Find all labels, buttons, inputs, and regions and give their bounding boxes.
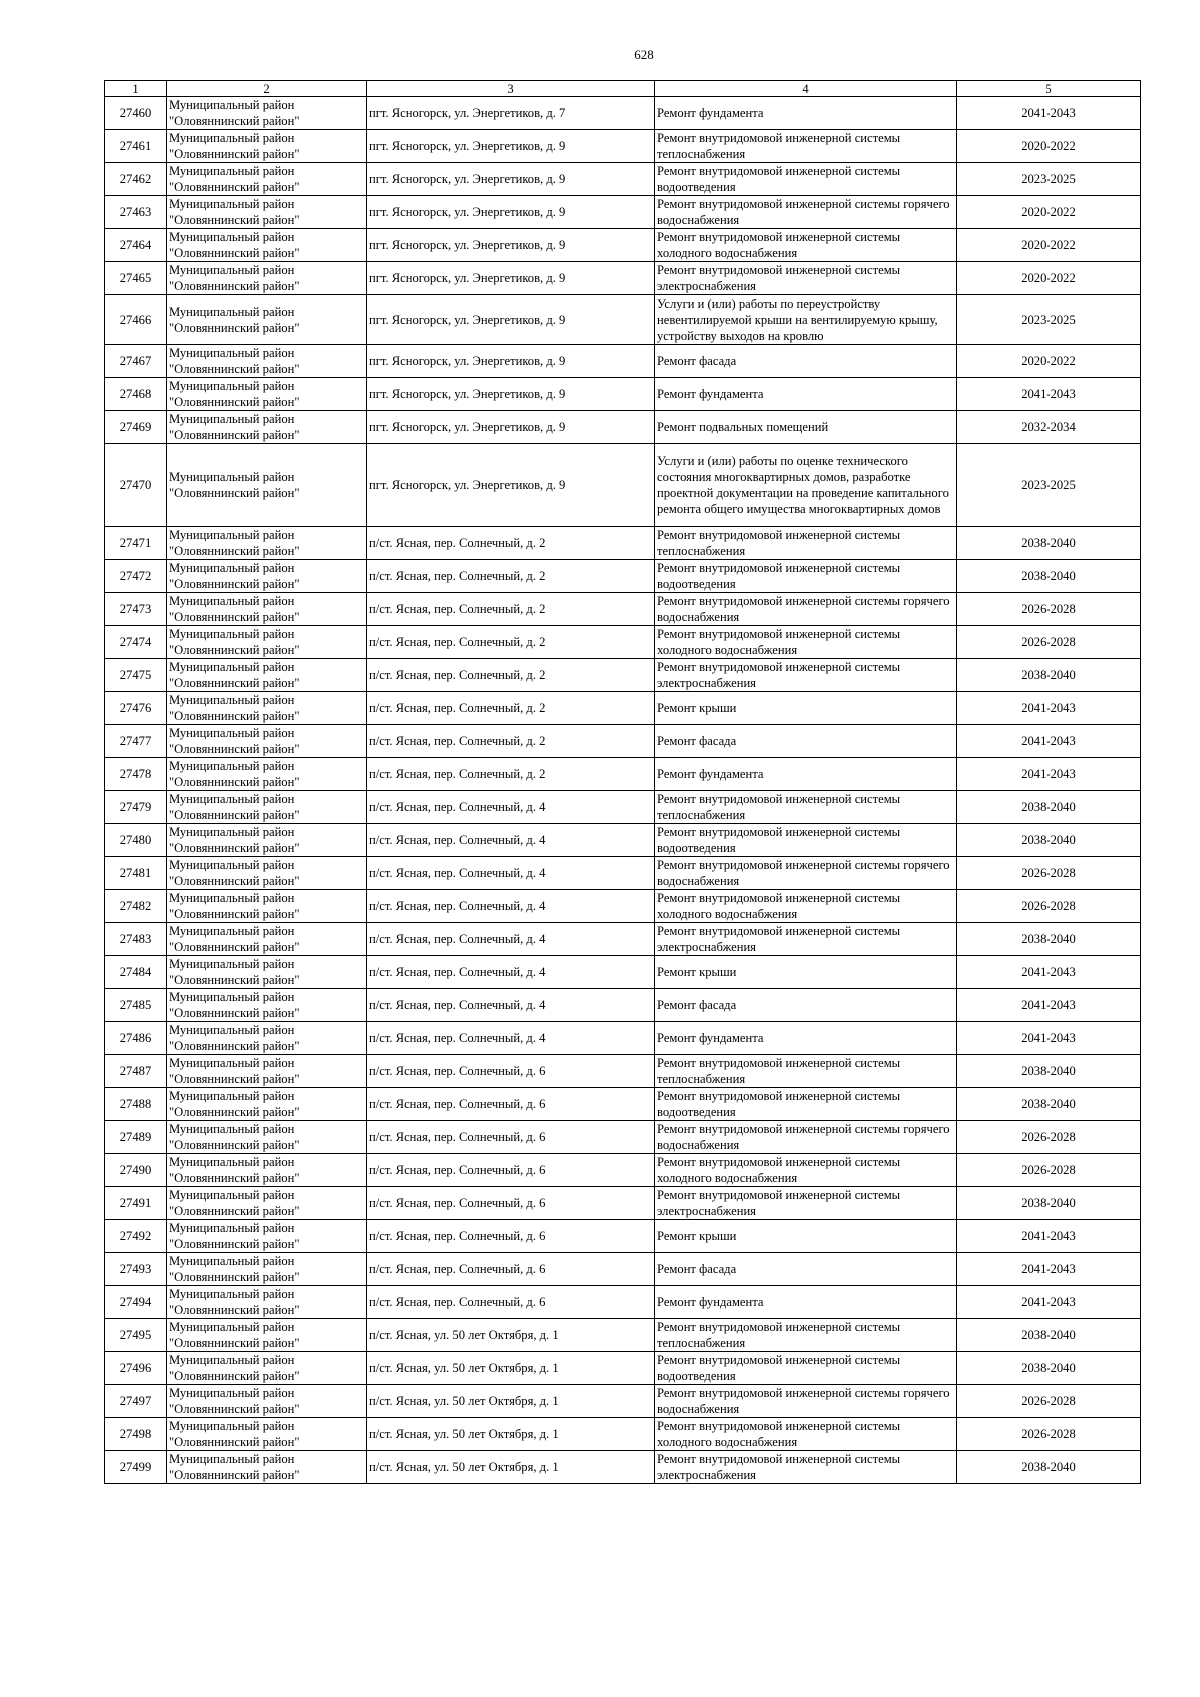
address-cell: п/ст. Ясная, пер. Солнечный, д. 2	[367, 725, 655, 758]
years-cell: 2041-2043	[957, 97, 1141, 130]
years-cell: 2038-2040	[957, 1055, 1141, 1088]
table-row	[105, 923, 1141, 956]
table-row	[105, 163, 1141, 196]
table-row	[105, 956, 1141, 989]
row-number: 27493	[105, 1253, 167, 1286]
row-number: 27473	[105, 593, 167, 626]
work-type-cell: Ремонт внутридомовой инженерной системы электроснабжения	[655, 1451, 957, 1484]
municipality-cell: Муниципальный район "Оловяннинский район"	[167, 444, 367, 527]
table-row	[105, 758, 1141, 791]
header-col-4: 4	[655, 81, 957, 97]
years-cell: 2038-2040	[957, 527, 1141, 560]
municipality-cell: Муниципальный район "Оловяннинский район"	[167, 295, 367, 345]
address-cell: п/ст. Ясная, пер. Солнечный, д. 6	[367, 1220, 655, 1253]
work-type-cell: Ремонт фундамента	[655, 758, 957, 791]
municipality-cell: Муниципальный район "Оловяннинский район"	[167, 890, 367, 923]
municipality-cell: Муниципальный район "Оловяннинский район"	[167, 1220, 367, 1253]
municipality-cell: Муниципальный район "Оловяннинский район"	[167, 97, 367, 130]
years-cell: 2026-2028	[957, 1154, 1141, 1187]
address-cell: пгт. Ясногорск, ул. Энергетиков, д. 9	[367, 130, 655, 163]
address-cell: п/ст. Ясная, пер. Солнечный, д. 6	[367, 1253, 655, 1286]
row-number: 27490	[105, 1154, 167, 1187]
work-type-cell: Ремонт внутридомовой инженерной системы теплоснабжения	[655, 527, 957, 560]
years-cell: 2026-2028	[957, 626, 1141, 659]
municipality-cell: Муниципальный район "Оловяннинский район"	[167, 1187, 367, 1220]
municipality-cell: Муниципальный район "Оловяннинский район"	[167, 1418, 367, 1451]
row-number: 27499	[105, 1451, 167, 1484]
years-cell: 2038-2040	[957, 824, 1141, 857]
work-type-cell: Ремонт фасада	[655, 345, 957, 378]
row-number: 27486	[105, 1022, 167, 1055]
row-number: 27483	[105, 923, 167, 956]
municipality-cell: Муниципальный район "Оловяннинский район"	[167, 1352, 367, 1385]
address-cell: п/ст. Ясная, ул. 50 лет Октября, д. 1	[367, 1385, 655, 1418]
years-cell: 2026-2028	[957, 857, 1141, 890]
address-cell: п/ст. Ясная, пер. Солнечный, д. 2	[367, 659, 655, 692]
address-cell: пгт. Ясногорск, ул. Энергетиков, д. 9	[367, 295, 655, 345]
years-cell: 2041-2043	[957, 378, 1141, 411]
years-cell: 2023-2025	[957, 295, 1141, 345]
work-type-cell: Ремонт фасада	[655, 989, 957, 1022]
row-number: 27472	[105, 560, 167, 593]
work-type-cell: Услуги и (или) работы по оценке технического состояния многоквартирных домов, разработке проектной документации на проведение капитального ремонта общего имущества многоквартирных домов	[655, 444, 957, 527]
municipality-cell: Муниципальный район "Оловяннинский район"	[167, 411, 367, 444]
years-cell: 2020-2022	[957, 130, 1141, 163]
work-type-cell: Ремонт фасада	[655, 1253, 957, 1286]
row-number: 27460	[105, 97, 167, 130]
municipality-cell: Муниципальный район "Оловяннинский район"	[167, 1088, 367, 1121]
municipality-cell: Муниципальный район "Оловяннинский район"	[167, 1319, 367, 1352]
row-number: 27463	[105, 196, 167, 229]
table-row	[105, 378, 1141, 411]
table-row	[105, 659, 1141, 692]
row-number: 27475	[105, 659, 167, 692]
municipality-cell: Муниципальный район "Оловяннинский район"	[167, 593, 367, 626]
work-type-cell: Ремонт подвальных помещений	[655, 411, 957, 444]
work-type-cell: Ремонт внутридомовой инженерной системы теплоснабжения	[655, 1055, 957, 1088]
row-number: 27462	[105, 163, 167, 196]
row-number: 27498	[105, 1418, 167, 1451]
table-row	[105, 1319, 1141, 1352]
municipality-cell: Муниципальный район "Оловяннинский район"	[167, 1286, 367, 1319]
address-cell: п/ст. Ясная, пер. Солнечный, д. 4	[367, 890, 655, 923]
years-cell: 2041-2043	[957, 1253, 1141, 1286]
table-row	[105, 527, 1141, 560]
years-cell: 2041-2043	[957, 989, 1141, 1022]
row-number: 27496	[105, 1352, 167, 1385]
years-cell: 2026-2028	[957, 890, 1141, 923]
row-number: 27466	[105, 295, 167, 345]
row-number: 27468	[105, 378, 167, 411]
table-row	[105, 1088, 1141, 1121]
row-number: 27467	[105, 345, 167, 378]
address-cell: п/ст. Ясная, пер. Солнечный, д. 2	[367, 593, 655, 626]
municipality-cell: Муниципальный район "Оловяннинский район"	[167, 758, 367, 791]
municipality-cell: Муниципальный район "Оловяннинский район"	[167, 1451, 367, 1484]
header-col-3: 3	[367, 81, 655, 97]
years-cell: 2026-2028	[957, 1385, 1141, 1418]
address-cell: пгт. Ясногорск, ул. Энергетиков, д. 9	[367, 196, 655, 229]
table-row	[105, 1352, 1141, 1385]
work-type-cell: Ремонт крыши	[655, 692, 957, 725]
years-cell: 2038-2040	[957, 1187, 1141, 1220]
table-row	[105, 97, 1141, 130]
years-cell: 2023-2025	[957, 444, 1141, 527]
municipality-cell: Муниципальный район "Оловяннинский район"	[167, 196, 367, 229]
address-cell: п/ст. Ясная, пер. Солнечный, д. 6	[367, 1088, 655, 1121]
municipality-cell: Муниципальный район "Оловяннинский район"	[167, 824, 367, 857]
address-cell: п/ст. Ясная, пер. Солнечный, д. 4	[367, 923, 655, 956]
table-row	[105, 1154, 1141, 1187]
table-row	[105, 1253, 1141, 1286]
table-row	[105, 411, 1141, 444]
header-col-5: 5	[957, 81, 1141, 97]
row-number: 27479	[105, 791, 167, 824]
header-col-2: 2	[167, 81, 367, 97]
municipality-cell: Муниципальный район "Оловяннинский район"	[167, 1385, 367, 1418]
work-type-cell: Ремонт внутридомовой инженерной системы электроснабжения	[655, 923, 957, 956]
row-number: 27461	[105, 130, 167, 163]
work-type-cell: Ремонт внутридомовой инженерной системы теплоснабжения	[655, 791, 957, 824]
table-row	[105, 1451, 1141, 1484]
work-type-cell: Ремонт внутридомовой инженерной системы холодного водоснабжения	[655, 229, 957, 262]
work-type-cell: Ремонт внутридомовой инженерной системы холодного водоснабжения	[655, 1418, 957, 1451]
years-cell: 2020-2022	[957, 262, 1141, 295]
address-cell: пгт. Ясногорск, ул. Энергетиков, д. 9	[367, 411, 655, 444]
years-cell: 2032-2034	[957, 411, 1141, 444]
work-type-cell: Ремонт внутридомовой инженерной системы горячего водоснабжения	[655, 1385, 957, 1418]
municipality-cell: Муниципальный район "Оловяннинский район"	[167, 163, 367, 196]
row-number: 27489	[105, 1121, 167, 1154]
years-cell: 2038-2040	[957, 1088, 1141, 1121]
work-type-cell: Ремонт внутридомовой инженерной системы холодного водоснабжения	[655, 1154, 957, 1187]
work-type-cell: Ремонт фасада	[655, 725, 957, 758]
work-type-cell: Ремонт крыши	[655, 956, 957, 989]
work-type-cell: Ремонт фундамента	[655, 378, 957, 411]
address-cell: пгт. Ясногорск, ул. Энергетиков, д. 9	[367, 163, 655, 196]
address-cell: пгт. Ясногорск, ул. Энергетиков, д. 9	[367, 229, 655, 262]
table-row	[105, 1418, 1141, 1451]
years-cell: 2041-2043	[957, 1220, 1141, 1253]
work-type-cell: Услуги и (или) работы по переустройству невентилируемой крыши на вентилируемую крышу, устройству выходов на кровлю	[655, 295, 957, 345]
years-cell: 2038-2040	[957, 923, 1141, 956]
work-type-cell: Ремонт внутридомовой инженерной системы горячего водоснабжения	[655, 1121, 957, 1154]
table-row	[105, 229, 1141, 262]
header-row	[105, 81, 1141, 97]
row-number: 27484	[105, 956, 167, 989]
table-row	[105, 1385, 1141, 1418]
address-cell: п/ст. Ясная, ул. 50 лет Октября, д. 1	[367, 1418, 655, 1451]
table-row	[105, 130, 1141, 163]
row-number: 27497	[105, 1385, 167, 1418]
table-row	[105, 1286, 1141, 1319]
work-type-cell: Ремонт внутридомовой инженерной системы холодного водоснабжения	[655, 890, 957, 923]
row-number: 27470	[105, 444, 167, 527]
years-cell: 2041-2043	[957, 692, 1141, 725]
work-type-cell: Ремонт фундамента	[655, 1286, 957, 1319]
row-number: 27464	[105, 229, 167, 262]
address-cell: п/ст. Ясная, пер. Солнечный, д. 4	[367, 824, 655, 857]
work-type-cell: Ремонт фундамента	[655, 1022, 957, 1055]
municipality-cell: Муниципальный район "Оловяннинский район"	[167, 560, 367, 593]
table-row	[105, 295, 1141, 345]
table-row	[105, 857, 1141, 890]
years-cell: 2023-2025	[957, 163, 1141, 196]
years-cell: 2038-2040	[957, 791, 1141, 824]
municipality-cell: Муниципальный район "Оловяннинский район"	[167, 229, 367, 262]
work-type-cell: Ремонт внутридомовой инженерной системы электроснабжения	[655, 262, 957, 295]
table-row	[105, 560, 1141, 593]
works-table	[104, 80, 1141, 1484]
address-cell: п/ст. Ясная, ул. 50 лет Октября, д. 1	[367, 1451, 655, 1484]
table-row	[105, 626, 1141, 659]
work-type-cell: Ремонт фундамента	[655, 97, 957, 130]
row-number: 27465	[105, 262, 167, 295]
municipality-cell: Муниципальный район "Оловяннинский район"	[167, 527, 367, 560]
years-cell: 2038-2040	[957, 1451, 1141, 1484]
address-cell: п/ст. Ясная, пер. Солнечный, д. 6	[367, 1286, 655, 1319]
municipality-cell: Муниципальный район "Оловяннинский район"	[167, 659, 367, 692]
row-number: 27478	[105, 758, 167, 791]
row-number: 27492	[105, 1220, 167, 1253]
municipality-cell: Муниципальный район "Оловяннинский район"	[167, 345, 367, 378]
municipality-cell: Муниципальный район "Оловяннинский район"	[167, 857, 367, 890]
work-type-cell: Ремонт внутридомовой инженерной системы водоотведения	[655, 560, 957, 593]
table-row	[105, 989, 1141, 1022]
table-row	[105, 444, 1141, 527]
row-number: 27469	[105, 411, 167, 444]
years-cell: 2038-2040	[957, 560, 1141, 593]
years-cell: 2038-2040	[957, 659, 1141, 692]
work-type-cell: Ремонт внутридомовой инженерной системы горячего водоснабжения	[655, 593, 957, 626]
work-type-cell: Ремонт внутридомовой инженерной системы теплоснабжения	[655, 1319, 957, 1352]
years-cell: 2038-2040	[957, 1352, 1141, 1385]
address-cell: п/ст. Ясная, ул. 50 лет Октября, д. 1	[367, 1319, 655, 1352]
address-cell: пгт. Ясногорск, ул. Энергетиков, д. 9	[367, 345, 655, 378]
address-cell: п/ст. Ясная, пер. Солнечный, д. 4	[367, 989, 655, 1022]
municipality-cell: Муниципальный район "Оловяннинский район"	[167, 725, 367, 758]
address-cell: пгт. Ясногорск, ул. Энергетиков, д. 7	[367, 97, 655, 130]
row-number: 27495	[105, 1319, 167, 1352]
years-cell: 2026-2028	[957, 593, 1141, 626]
work-type-cell: Ремонт внутридомовой инженерной системы горячего водоснабжения	[655, 857, 957, 890]
address-cell: п/ст. Ясная, пер. Солнечный, д. 6	[367, 1121, 655, 1154]
years-cell: 2041-2043	[957, 1022, 1141, 1055]
municipality-cell: Муниципальный район "Оловяннинский район"	[167, 1022, 367, 1055]
row-number: 27488	[105, 1088, 167, 1121]
address-cell: пгт. Ясногорск, ул. Энергетиков, д. 9	[367, 378, 655, 411]
table-row	[105, 345, 1141, 378]
address-cell: пгт. Ясногорск, ул. Энергетиков, д. 9	[367, 444, 655, 527]
municipality-cell: Муниципальный район "Оловяннинский район"	[167, 1154, 367, 1187]
municipality-cell: Муниципальный район "Оловяннинский район"	[167, 626, 367, 659]
years-cell: 2041-2043	[957, 758, 1141, 791]
row-number: 27494	[105, 1286, 167, 1319]
years-cell: 2020-2022	[957, 345, 1141, 378]
work-type-cell: Ремонт внутридомовой инженерной системы водоотведения	[655, 1352, 957, 1385]
years-cell: 2038-2040	[957, 1319, 1141, 1352]
table-row	[105, 1022, 1141, 1055]
municipality-cell: Муниципальный район "Оловяннинский район"	[167, 989, 367, 1022]
address-cell: п/ст. Ясная, пер. Солнечный, д. 2	[367, 758, 655, 791]
years-cell: 2026-2028	[957, 1418, 1141, 1451]
table-header	[105, 81, 1141, 97]
address-cell: п/ст. Ясная, пер. Солнечный, д. 4	[367, 1022, 655, 1055]
work-type-cell: Ремонт внутридомовой инженерной системы горячего водоснабжения	[655, 196, 957, 229]
row-number: 27474	[105, 626, 167, 659]
municipality-cell: Муниципальный район "Оловяннинский район"	[167, 956, 367, 989]
address-cell: п/ст. Ясная, пер. Солнечный, д. 4	[367, 791, 655, 824]
address-cell: п/ст. Ясная, пер. Солнечный, д. 6	[367, 1055, 655, 1088]
page-number: 628	[634, 47, 654, 62]
address-cell: п/ст. Ясная, пер. Солнечный, д. 6	[367, 1187, 655, 1220]
table-body	[105, 97, 1141, 1484]
row-number: 27482	[105, 890, 167, 923]
header-col-1: 1	[105, 81, 167, 97]
row-number: 27477	[105, 725, 167, 758]
years-cell: 2020-2022	[957, 229, 1141, 262]
table-row	[105, 1055, 1141, 1088]
work-type-cell: Ремонт крыши	[655, 1220, 957, 1253]
table-row	[105, 1121, 1141, 1154]
row-number: 27480	[105, 824, 167, 857]
address-cell: п/ст. Ясная, пер. Солнечный, д. 2	[367, 527, 655, 560]
table-row	[105, 1187, 1141, 1220]
table-row	[105, 1220, 1141, 1253]
municipality-cell: Муниципальный район "Оловяннинский район"	[167, 1253, 367, 1286]
address-cell: п/ст. Ясная, пер. Солнечный, д. 4	[367, 857, 655, 890]
table-row	[105, 725, 1141, 758]
municipality-cell: Муниципальный район "Оловяннинский район"	[167, 1121, 367, 1154]
table-row	[105, 262, 1141, 295]
work-type-cell: Ремонт внутридомовой инженерной системы теплоснабжения	[655, 130, 957, 163]
address-cell: пгт. Ясногорск, ул. Энергетиков, д. 9	[367, 262, 655, 295]
table-row	[105, 791, 1141, 824]
municipality-cell: Муниципальный район "Оловяннинский район"	[167, 262, 367, 295]
table-row	[105, 196, 1141, 229]
address-cell: п/ст. Ясная, пер. Солнечный, д. 6	[367, 1154, 655, 1187]
row-number: 27485	[105, 989, 167, 1022]
municipality-cell: Муниципальный район "Оловяннинский район"	[167, 923, 367, 956]
row-number: 27471	[105, 527, 167, 560]
municipality-cell: Муниципальный район "Оловяннинский район"	[167, 692, 367, 725]
work-type-cell: Ремонт внутридомовой инженерной системы электроснабжения	[655, 1187, 957, 1220]
address-cell: п/ст. Ясная, пер. Солнечный, д. 2	[367, 626, 655, 659]
municipality-cell: Муниципальный район "Оловяннинский район"	[167, 791, 367, 824]
table-row	[105, 593, 1141, 626]
work-type-cell: Ремонт внутридомовой инженерной системы электроснабжения	[655, 659, 957, 692]
row-number: 27491	[105, 1187, 167, 1220]
municipality-cell: Муниципальный район "Оловяннинский район"	[167, 130, 367, 163]
table-row	[105, 692, 1141, 725]
work-type-cell: Ремонт внутридомовой инженерной системы водоотведения	[655, 824, 957, 857]
work-type-cell: Ремонт внутридомовой инженерной системы холодного водоснабжения	[655, 626, 957, 659]
address-cell: п/ст. Ясная, ул. 50 лет Октября, д. 1	[367, 1352, 655, 1385]
address-cell: п/ст. Ясная, пер. Солнечный, д. 4	[367, 956, 655, 989]
years-cell: 2020-2022	[957, 196, 1141, 229]
years-cell: 2041-2043	[957, 956, 1141, 989]
years-cell: 2026-2028	[957, 1121, 1141, 1154]
address-cell: п/ст. Ясная, пер. Солнечный, д. 2	[367, 560, 655, 593]
years-cell: 2041-2043	[957, 1286, 1141, 1319]
municipality-cell: Муниципальный район "Оловяннинский район"	[167, 378, 367, 411]
work-type-cell: Ремонт внутридомовой инженерной системы водоотведения	[655, 163, 957, 196]
address-cell: п/ст. Ясная, пер. Солнечный, д. 2	[367, 692, 655, 725]
row-number: 27481	[105, 857, 167, 890]
work-type-cell: Ремонт внутридомовой инженерной системы водоотведения	[655, 1088, 957, 1121]
municipality-cell: Муниципальный район "Оловяннинский район"	[167, 1055, 367, 1088]
row-number: 27476	[105, 692, 167, 725]
table-row	[105, 824, 1141, 857]
row-number: 27487	[105, 1055, 167, 1088]
years-cell: 2041-2043	[957, 725, 1141, 758]
table-row	[105, 890, 1141, 923]
